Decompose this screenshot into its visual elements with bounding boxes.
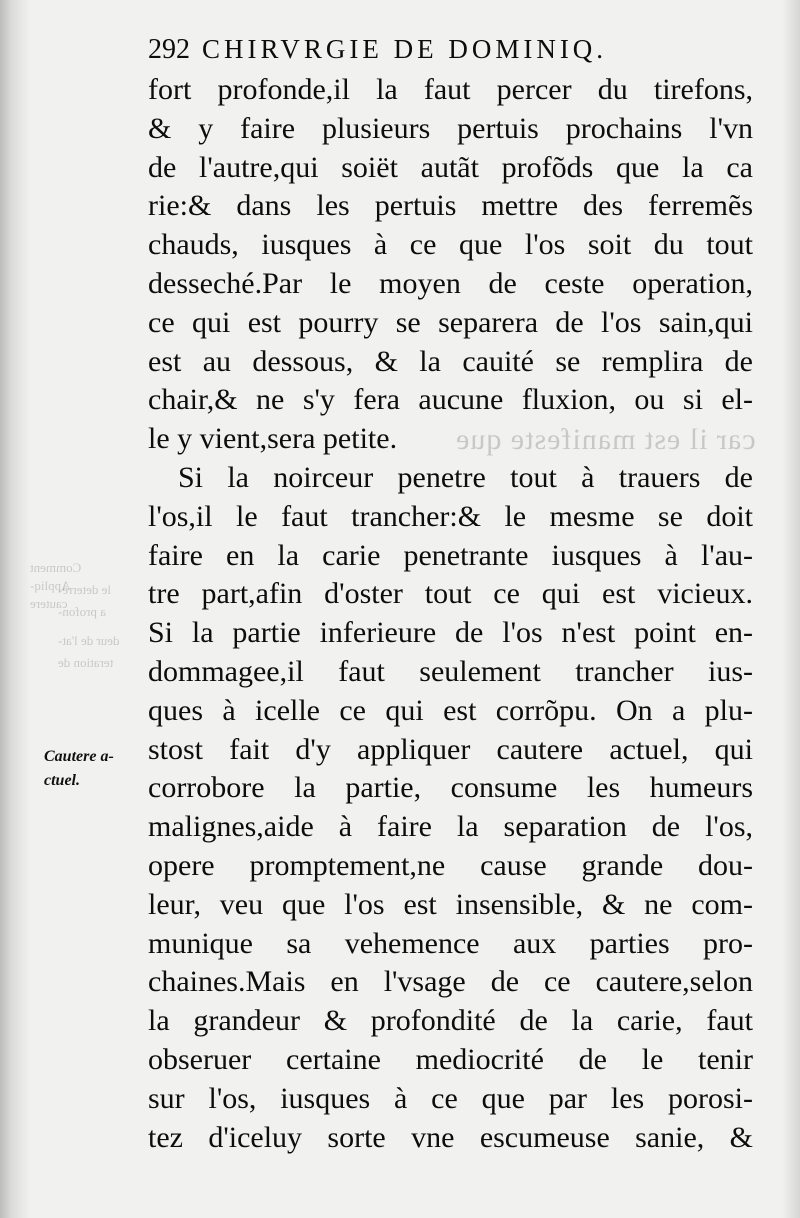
text-line: malignes,aide à faire la separation de l'os, xyxy=(148,810,753,844)
text-line: est au dessous, & la cauité se remplira de xyxy=(148,344,753,378)
marginal-note xyxy=(44,745,144,793)
bleed-through-margin-line: le deterre- xyxy=(58,582,112,597)
text-line: ce qui est pourry se separera de l'os sain,qui xyxy=(148,305,753,339)
text-line: de l'autre,qui soiët autãt profõds que la ca xyxy=(148,150,753,184)
bleed-through-margin-line: Comment xyxy=(30,560,82,575)
text-line: opere promptement,ne cause grande dou- xyxy=(148,848,753,882)
bleed-through-margin-line: a profon- xyxy=(58,604,107,619)
text-line: fort profonde,il la faut percer du tirefons, xyxy=(148,73,753,106)
bleed-through-margin-line: Appliq- xyxy=(30,578,71,593)
bleed-through-margin-line: cautere xyxy=(30,596,68,611)
text-line: tre part,afin d'oster tout ce qui est vicieux. xyxy=(148,577,753,611)
marginal-note-line: Cautere a- xyxy=(44,748,114,765)
text-line: dommagee,il faut seulement trancher ius- xyxy=(148,654,753,688)
body-text xyxy=(148,71,753,1157)
text-line: chair,& ne s'y fera aucune fluxion, ou si el- xyxy=(148,383,753,417)
text-line: ques à icelle ce qui est corrõpu. On a plu- xyxy=(148,693,753,727)
text-line: obseruer certaine mediocrité de le tenir xyxy=(148,1042,753,1076)
bleed-through-margin-line: deur de l'at- xyxy=(58,633,120,648)
text-line: tez d'iceluy sorte vne escumeuse sanie, & xyxy=(148,1120,753,1154)
text-line: sur l'os, iusques à ce que par les porosi- xyxy=(148,1081,753,1115)
page-header xyxy=(148,27,607,71)
text-line: la grandeur & profondité de la carie, faut xyxy=(148,1004,753,1038)
text-line: leur, veu que l'os est insensible, & ne com- xyxy=(148,887,753,921)
text-line: l'os,il le faut trancher:& le mesme se doit xyxy=(148,499,753,533)
text-line: chaines.Mais en l'vsage de ce cautere,selon xyxy=(148,965,753,999)
text-line: chauds, iusques à ce que l'os soit du tout xyxy=(148,228,753,262)
bleed-through-margin-line: teration de xyxy=(58,655,114,670)
text-line: Si la noirceur penetre tout à trauers de xyxy=(178,460,753,494)
text-line: Si la partie inferieure de l'os n'est point en- xyxy=(148,616,753,650)
text-line: stost fait d'y appliquer cautere actuel, qui xyxy=(148,732,753,766)
running-title: CHIRVRGIE DE DOMINIQ. xyxy=(202,34,608,64)
text-line: le y vient,sera petite. xyxy=(148,422,398,456)
bleed-through-text: car il est manifeste que xyxy=(455,423,756,456)
text-line: corrobore la partie, consume les humeurs xyxy=(148,771,753,805)
text-line: desseché.Par le moyen de ceste operation, xyxy=(148,266,753,300)
text-line: faire en la carie penetrante iusques à l'au- xyxy=(148,538,753,572)
text-line: & y faire plusieurs pertuis prochains l'vn xyxy=(148,111,753,145)
marginal-note-line: ctuel. xyxy=(44,772,80,789)
text-line: munique sa vehemence aux parties pro- xyxy=(148,926,753,960)
gutter-shadow xyxy=(0,0,30,1218)
text-line: rie:& dans les pertuis mettre des ferremẽs xyxy=(148,189,753,223)
page-number: 292 xyxy=(148,34,190,65)
page-edge-shadow xyxy=(782,0,800,1218)
